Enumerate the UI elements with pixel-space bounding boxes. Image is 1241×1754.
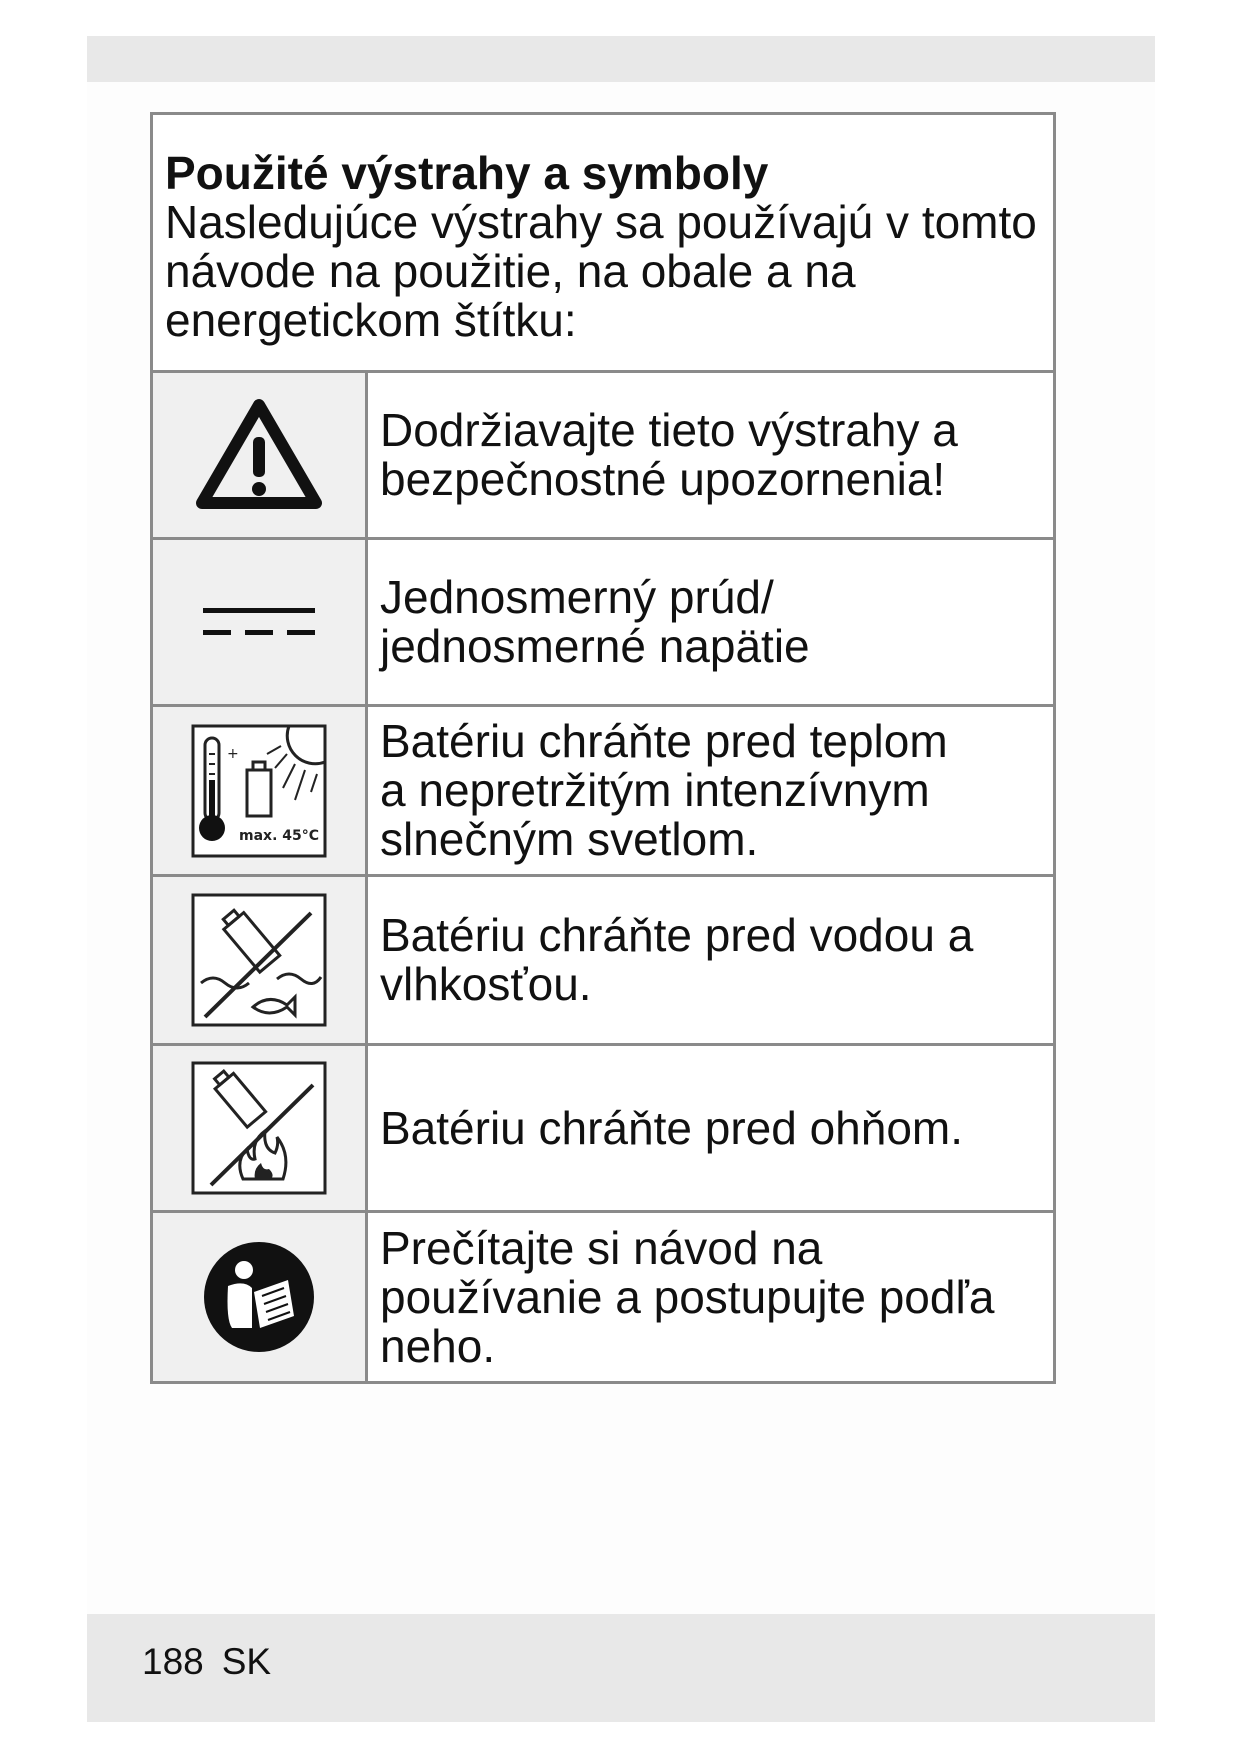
row-text: Batériu chráňte pred teplom a nepretržitým intenzívnym slnečným svetlom. [368, 707, 1053, 874]
row-text: Batériu chráňte pred ohňom. [368, 1046, 1053, 1210]
section-intro: Nasledujúce výstrahy sa používajú v tomto návode na použitie, na obale a na energetickom štítku: [165, 196, 1037, 346]
battery-no-fire-icon [153, 1046, 368, 1210]
table-header [153, 115, 1053, 373]
table-row [153, 540, 1053, 707]
svg-text:+: + [227, 745, 239, 762]
table-row [153, 877, 1053, 1046]
section-title: Použité výstrahy a symboly [165, 147, 769, 199]
top-band [87, 36, 1155, 82]
table-row [153, 707, 1053, 877]
row-text: Dodržiavajte tieto výstrahy a bezpečnostné upozornenia! [368, 373, 1053, 537]
row-text: Jednosmerný prúd/ jednosmerné napätie [368, 540, 1053, 704]
page-number: 188 [142, 1641, 204, 1682]
read-manual-icon [153, 1213, 368, 1381]
warning-triangle-icon [153, 373, 368, 537]
language-code: SK [221, 1641, 272, 1682]
battery-heat-sun-icon [153, 707, 368, 874]
symbols-table [150, 112, 1056, 1384]
table-row [153, 1046, 1053, 1213]
table-row [153, 373, 1053, 540]
row-text: Prečítajte si návod na používanie a postupujte podľa neho. [368, 1213, 1053, 1381]
row-text: Batériu chráňte pred vodou a vlhkosťou. [368, 877, 1053, 1043]
page-footer [142, 1641, 289, 1683]
battery-no-water-icon [153, 877, 368, 1043]
icon-temperature-label: max. 45°C [239, 827, 320, 844]
table-row [153, 1213, 1053, 1381]
direct-current-icon [153, 540, 368, 704]
